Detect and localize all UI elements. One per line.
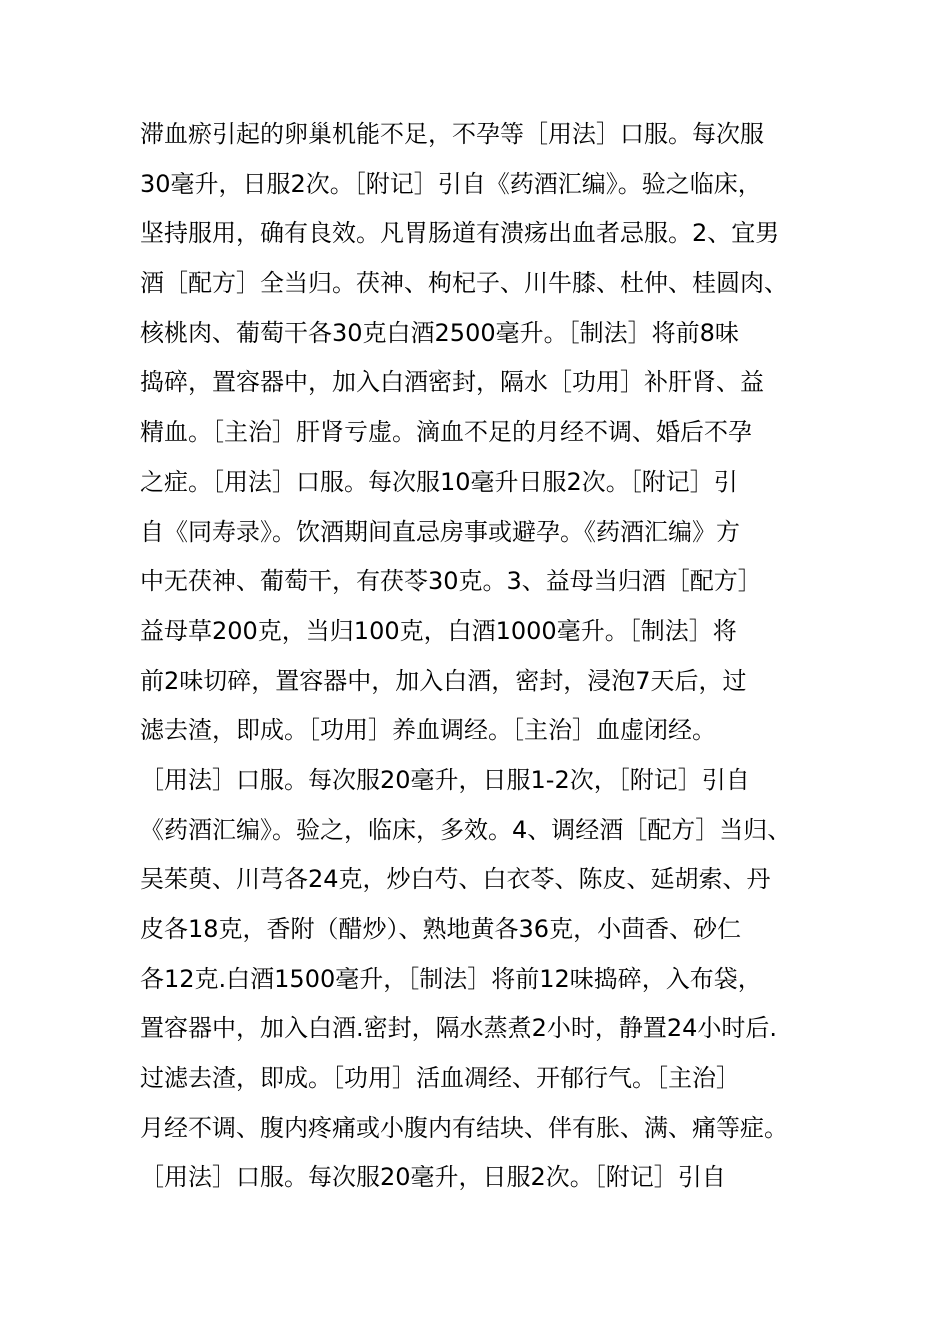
text-line: 吴茱萸、川芎各24克，炒白芍、白衣苓、陈皮、延胡索、丹 [140,865,771,894]
text-line: 精血。［主治］肝肾亏虚。滴血不足的月经不调、婚后不孕 [140,418,752,447]
text-line: 之症。［用法］口服。每次服10毫升日服2次。［附记］引 [140,467,738,496]
text-line: 捣碎，置容器中，加入白酒密封，隔水［功用］补肝肾、益 [140,368,764,397]
text-line: 酒［配方］全当归。茯神、枸杞子、川牛膝、杜仲、桂圆肉、 [140,269,788,298]
text-line: 前2味切碎，置容器中，加入白酒，密封，浸泡7天后，过 [140,666,747,695]
text-line: 自《同寿录》。饮酒期间直忌房事或避孕。《药酒汇编》方 [140,517,740,546]
text-line: 过滤去渣，即成。［功用］活血凋经、开郁行气。［主治］ [140,1064,740,1093]
text-line: 30毫升，日服2次。［附记］引自《药酒汇编》。验之临床， [140,169,762,198]
text-line: 月经不调、腹内疼痛或小腹内有结块、伴有胀、满、痛等症。 [140,1113,788,1142]
text-line: 滤去渣，即成。［功用］养血调经。［主治］血虚闭经。 [140,716,716,745]
text-line: 皮各18克，香附（醋炒）、熟地黄各36克，小茴香、砂仁 [140,915,742,943]
body-text [140,110,860,1203]
text-line: 置容器中，加入白酒.密封，隔水蒸煮2小时，静置24小时后. [140,1014,778,1043]
text-line: ［用法］口服。每次服20毫升，日服2次。［附记］引自 [140,1163,726,1192]
text-line: 核桃肉、葡萄干各30克白酒2500毫升。［制法］将前8味 [140,318,739,347]
text-line: ［用法］口服。每次服20毫升，日服1-2次，［附记］引自 [140,765,750,794]
text-line: 益母草200克，当归100克，白酒1000毫升。［制法］将 [140,616,737,645]
text-line: 坚持服用，确有良效。凡胃肠道有溃疡出血者忌服。2、宜男 [140,219,780,248]
text-line: 各12克.白酒1500毫升，［制法］将前12味捣碎，入布袋， [140,964,762,993]
text-line: 滞血瘀引起的卵巢机能不足，不孕等［用法］口服。每次服 [140,120,764,148]
text-line: 《药酒汇编》。验之，临床，多效。4、调经酒［配方］当归、 [140,815,792,844]
text-line: 中无茯神、葡萄干，有茯苓30克。3、益母当归酒［配方］ [140,567,762,596]
